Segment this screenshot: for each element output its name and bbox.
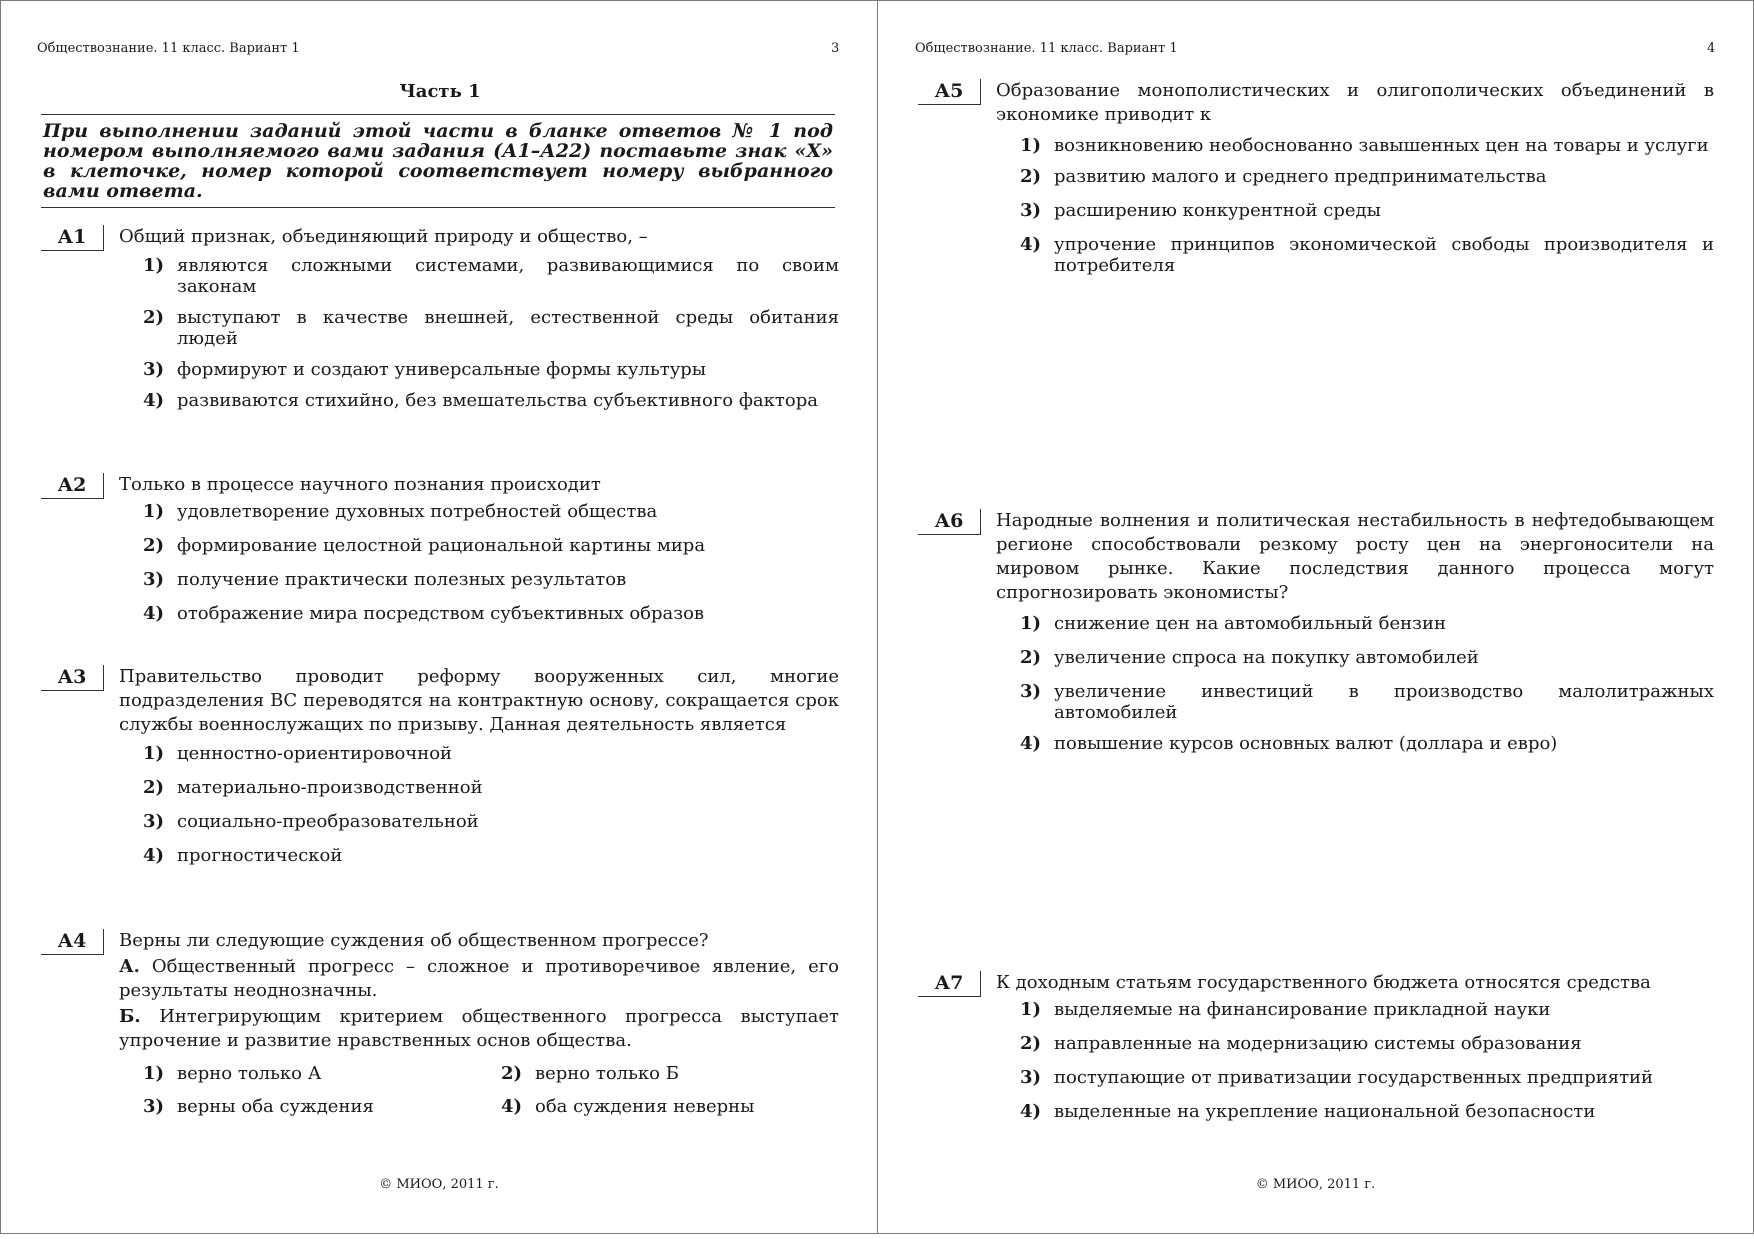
left-page-header: Обществознание. 11 класс. Вариант 1 xyxy=(37,41,300,56)
left-page-footer: © МИОО, 2011 г. xyxy=(379,1177,499,1192)
question-label: А7 xyxy=(918,971,981,997)
answer-option-2[interactable]: 2) выступают в качестве внешней, естественной среды обитания людей xyxy=(143,307,839,349)
answer-option-3[interactable]: 3) получение практически полезных результатов xyxy=(143,569,627,590)
statement-b-label: Б. xyxy=(119,1006,141,1027)
answer-option-2[interactable]: 2) развитию малого и среднего предпринимательства xyxy=(1020,166,1547,187)
statement-a-text: Общественный прогресс – сложное и противоречивое явление, его результаты неоднозначны. xyxy=(119,956,839,1001)
statement-a-label: А. xyxy=(119,956,140,977)
question-label: А4 xyxy=(41,929,104,955)
statement-a xyxy=(119,955,839,1003)
answer-option-2[interactable]: 2) направленные на модернизацию системы образования xyxy=(1020,1033,1582,1054)
question-a4 xyxy=(41,929,839,1117)
question-label: А5 xyxy=(918,79,981,105)
question-a7 xyxy=(918,971,1714,1132)
question-stem: Общий признак, объединяющий природу и общество, – xyxy=(119,226,648,247)
answer-option-2[interactable]: 2) верно только Б xyxy=(501,1063,679,1084)
answer-option-3[interactable]: 3) верны оба суждения xyxy=(143,1096,374,1117)
answer-option-2[interactable]: 2) формирование целостной рациональной картины мира xyxy=(143,535,706,556)
answer-option-4[interactable]: 4) упрочение принципов экономической свободы производителя и потребителя xyxy=(1020,234,1714,276)
answer-option-1[interactable]: 1) являются сложными системами, развивающимися по своим законам xyxy=(143,255,839,297)
answer-option-1[interactable]: 1) ценностно-ориентировочной xyxy=(143,743,453,764)
question-stem: Образование монополистических и олигополических объединений в экономике приводит к xyxy=(996,80,1714,125)
question-label: А1 xyxy=(41,225,104,251)
answer-option-4[interactable]: 4) прогностической xyxy=(143,845,343,866)
answer-options xyxy=(143,501,839,624)
answer-option-2[interactable]: 2) увеличение спроса на покупку автомобилей xyxy=(1020,647,1479,668)
answer-options xyxy=(1020,999,1714,1122)
answer-option-4[interactable]: 4) оба суждения неверны xyxy=(501,1096,755,1117)
question-a5 xyxy=(918,79,1714,286)
answer-option-4[interactable]: 4) развиваются стихийно, без вмешательства субъективного фактора xyxy=(143,390,818,411)
question-a1 xyxy=(41,225,839,421)
left-page xyxy=(0,0,878,1234)
question-stem: Правительство проводит реформу вооруженных сил, многие подразделения ВС переводятся на контрактную основу, сокращается срок службы военнослужащих по призыву. Данная деятельность является xyxy=(119,666,839,735)
answer-option-1[interactable]: 1) возникновению необоснованно завышенных цен на товары и услуги xyxy=(1020,135,1709,156)
right-page-footer: © МИОО, 2011 г. xyxy=(1255,1177,1376,1192)
statement-b xyxy=(119,1005,839,1053)
answer-option-1[interactable]: 1) снижение цен на автомобильный бензин xyxy=(1020,613,1446,634)
question-label: А2 xyxy=(41,473,104,499)
answer-option-3[interactable]: 3) поступающие от приватизации государственных предприятий xyxy=(1020,1067,1654,1088)
question-a2 xyxy=(41,473,839,634)
answer-option-1[interactable]: 1) выделяемые на финансирование прикладной науки xyxy=(1020,999,1551,1020)
answer-option-4[interactable]: 4) отображение мира посредством субъективных образов xyxy=(143,603,705,624)
left-page-number: 3 xyxy=(831,41,840,56)
answer-option-4[interactable]: 4) выделенные на укрепление национальной безопасности xyxy=(1020,1101,1596,1122)
answer-options xyxy=(1020,135,1714,276)
question-stem: Только в процессе научного познания происходит xyxy=(119,474,601,495)
answer-options xyxy=(1020,613,1714,754)
answer-option-3[interactable]: 3) социально-преобразовательной xyxy=(143,811,479,832)
part-title: Часть 1 xyxy=(399,81,481,102)
answer-option-1[interactable]: 1) удовлетворение духовных потребностей общества xyxy=(143,501,658,522)
answer-option-4[interactable]: 4) повышение курсов основных валют (доллара и евро) xyxy=(1020,733,1558,754)
answer-options xyxy=(143,1063,839,1117)
answer-options xyxy=(143,743,839,866)
question-a6 xyxy=(918,509,1714,764)
question-a3 xyxy=(41,665,839,876)
statement-b-text: Интегрирующим критерием общественного прогресса выступает упрочение и развитие нравственных основ общества. xyxy=(119,1006,839,1051)
answer-options xyxy=(143,255,839,411)
answer-option-3[interactable]: 3) формируют и создают универсальные формы культуры xyxy=(143,359,707,380)
answer-option-2[interactable]: 2) материально-производственной xyxy=(143,777,483,798)
answer-option-3[interactable]: 3) расширению конкурентной среды xyxy=(1020,200,1381,221)
question-label: А3 xyxy=(41,665,104,691)
question-stem: Верны ли следующие суждения об общественном прогрессе? xyxy=(119,930,709,951)
answer-option-3[interactable]: 3) увеличение инвестиций в производство малолитражных автомобилей xyxy=(1020,681,1714,723)
question-stem: К доходным статьям государственного бюджета относятся средства xyxy=(996,972,1651,993)
answer-option-1[interactable]: 1) верно только А xyxy=(143,1063,322,1084)
right-page-number: 4 xyxy=(1707,41,1716,56)
question-stem: Народные волнения и политическая нестабильность в нефтедобывающем регионе способствовали резкому росту цен на энергоносители на мировом рынке. Какие последствия данного процесса могут спрогнозировать экономисты? xyxy=(996,510,1714,603)
right-page xyxy=(877,0,1754,1234)
question-label: А6 xyxy=(918,509,981,535)
right-page-header: Обществознание. 11 класс. Вариант 1 xyxy=(915,41,1178,56)
instructions: При выполнении заданий этой части в бланке ответов № 1 под номером выполняемого вами задания (А1–А22) поставьте знак «X» в клеточке, номер которой соответствует номеру выбранного вами ответа. xyxy=(41,114,835,208)
